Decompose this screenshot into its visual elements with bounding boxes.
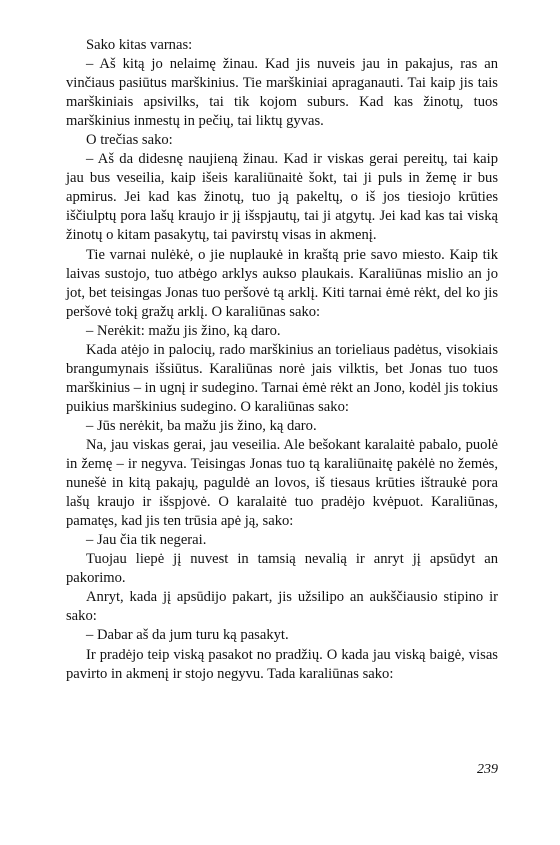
paragraph: Na, jau viskas gerai, jau veseilia. Ale bešokant karalaitė pabalo, puolė in žemę – ir negyva. Teisingas Jonas tuo tą karaliūnaitę pakėlė no žemės, nunešė in kitą pakajų, paguldė an lovos, iš tiesaus krūties ištraukė pora lašų kraujo ir išspjovė. O karalaitė tuo pradėjo kvėpuot. Karaliūnas, pamatęs, kad jis ten trūsia apė ją, sako: bbox=[66, 436, 498, 530]
paragraph: – Dabar aš da jum turu ką pasakyt. bbox=[86, 627, 289, 644]
page-number: 239 bbox=[477, 762, 498, 777]
paragraph: Ir pradėjo teip viską pasakot no pradžių. O kada jau viską baigė, visas pavirto in akmenį ir stojo negyvu. Tada karaliūnas sako: bbox=[66, 646, 498, 682]
paragraph: Tuojau liepė jį nuvest in tamsią nevalią ir anryt jį apsūdyt an pakorimo. bbox=[66, 551, 498, 587]
paragraph: Anryt, kada jį apsūdijo pakart, jis užsilipo an aukščiausio stipino ir sako: bbox=[66, 589, 498, 625]
paragraph: – Jūs nerėkit, ba mažu jis žino, ką daro. bbox=[86, 417, 317, 434]
paragraph: – Aš da didesnę naujieną žinau. Kad ir viskas gerai pereitų, tai kaip jau bus veseilia, kaip išeis karaliūnaitė šokt, tai ji puls in žemę ir bus apmirus. Jei kad kas žinotų, tuo ją pakeltų, o iš jos tiesiojo krūties iščiulptų pora lašų kraujo ir jį išspjautų, tai ji atgytų. Jei kad kas tai viską žinotų o kitam pasakytų, tai pavirstų visas in akmenį. bbox=[66, 151, 498, 244]
paragraph: O trečias sako: bbox=[86, 132, 173, 149]
paragraph: – Jau čia tik negerai. bbox=[86, 532, 207, 549]
paragraph: Tie varnai nulėkė, o jie nuplaukė in kraštą prie savo miesto. Kaip tik laivas sustojo, tuo atbėgo arklys aukso plaukais. Karaliūnas mislio an jo jot, bet teisingas Jonas tuo peršovė tą arklį. Kiti tarnai ėmė rėkt, del ko jis peršovė tokį gražų arklį. O karaliūnas sako: bbox=[66, 246, 498, 320]
paragraph: Sako kitas varnas: bbox=[86, 37, 193, 53]
paragraph: – Aš kitą jo nelaimę žinau. Kad jis nuveis jau in pakajus, ras an vinčiaus pasiūtus marškinius. Tie marškiniai apraganauti. Tai kaip jis tais marškiniais apsivilks, tai tik kojom suburs. Kad kas žinotų, tuos marškinius inmestų in pečių, tai liktų gyvas. bbox=[66, 56, 498, 130]
page-body bbox=[66, 36, 498, 684]
paragraph: – Nerėkit: mažu jis žino, ką daro. bbox=[86, 322, 281, 339]
paragraph: Kada atėjo in palocių, rado marškinius an torieliaus padėtus, visokiais brangumynais išsiūtus. Karaliūnas norė jais vilktis, bet Jonas tuo tuos marškinius – in ugnį ir sudegino. Tarnai ėmė rėkt an Jono, kodėl jis tokius puikius marškinius sudegino. O karaliūnas sako: bbox=[66, 341, 499, 415]
